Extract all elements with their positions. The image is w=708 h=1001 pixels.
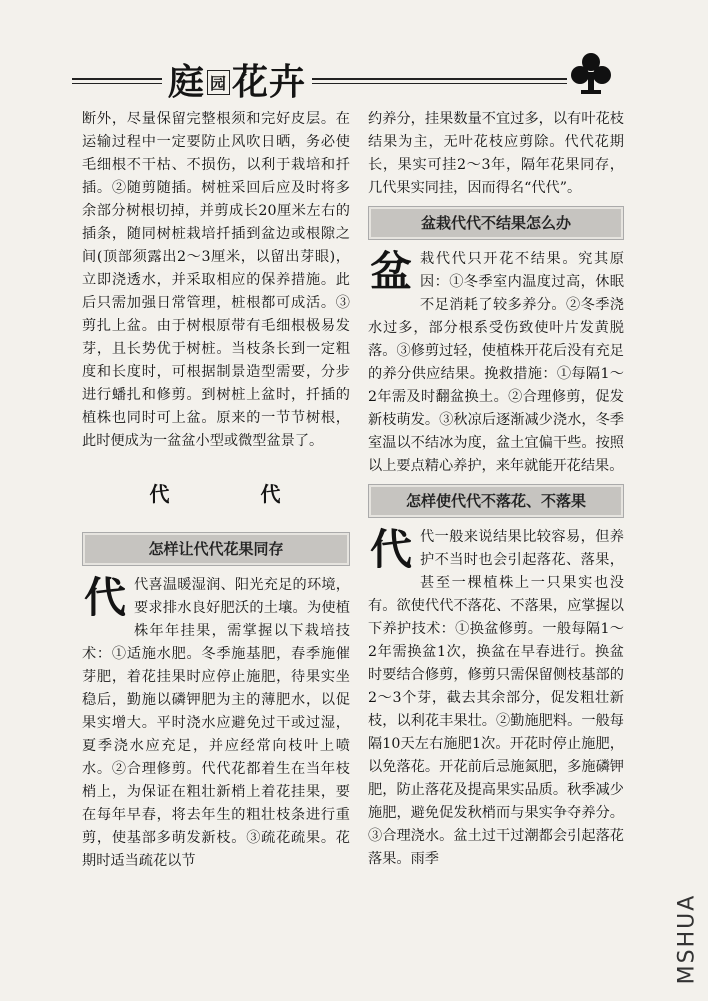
watermark [672,884,702,994]
club-icon [567,50,615,98]
section-header-title [162,54,312,105]
paragraph: 约养分，挂果数量不宜过多，以有叶花枝结果为主，无叶花枝应剪除。代代花期长，果实可挂2～3年，隔年花果同存，几代果实同挂，因而得名“代代”。 [368,111,624,196]
left-column [82,108,350,873]
page-header [72,50,632,106]
paragraph [368,526,624,871]
paragraph-text: 代喜温暖湿润、阳光充足的环境，要求排水良好肥沃的土壤。为使植株年年挂果，需掌握以下栽培技术：①适施水肥。冬季施基肥，春季施催芽肥，着花挂果时应停止施肥，待果实坐稳后，勤施以磷钾肥为主的薄肥水，以促果实增大。平时浇水应避免过干或过湿，夏季浇水应充足，并应经常向枝叶上喷水。②合理修剪。代代花都着生在当年枝梢上，为保证在粗壮新梢上着花挂果，要在每年早春，将去年生的粗壮枝条进行重剪，使基部多萌发新枝。③疏花疏果。花期时适当疏花以节 [82,577,350,869]
drop-cap: 代 [83,573,126,622]
right-column [368,108,624,871]
title-boxed-char: 园 [207,70,230,95]
paragraph [82,574,350,873]
paragraph [368,248,624,478]
title-rest: 花卉 [232,62,307,103]
drop-cap: 代 [369,525,412,574]
subheading-banner: 怎样让代代花果同存 [82,532,350,566]
watermark-text: MSHUA [674,893,700,985]
header-rule-thin [72,83,592,84]
drop-cap: 盆 [369,247,412,296]
title-char: 庭 [168,62,206,103]
paragraph: 断外，尽量保留完整根须和完好皮层。在运输过程中一定要防止风吹日晒，务必使毛细根不干枯、不损伤，以利于栽培和扦插。②随剪随插。树桩采回后应及时将多余部分树根切掉，并剪成长20厘米左右的插条，随同树桩栽培扦插到盆边或根隙之间(顶部须露出2～3厘米，以留出芽眼)，立即浇透水，并采取相应的保养措施。此后只需加强日常管理，桩根都可成活。③剪扎上盆。由于树根原带有毛细根极易发芽，且长势优于树桩。当枝条长到一定粗度和长度时，可根据制景造型需要，分步进行蟠扎和修剪。到树桩上盆时，扦插的植株也同时可上盆。原来的一节节树根，此时便成为一盆盆小型或微型盆景了。 [82,111,350,449]
header-rule [72,78,592,80]
paragraph-text: 栽代代只开花不结果。究其原因：①冬季室内温度过高，休眠不足消耗了较多养分。②冬季浇水过多，部分根系受伤致使叶片发黄脱落。③修剪过轻，使植株开花后没有充足的养分供应结果。挽救措施：①每隔1～2年需及时翻盆换土。②合理修剪，促发新枝萌发。③秋凉后逐渐减少浇水，冬季室温以不结冰为度，盆土宜偏干些。按照以上要点精心养护，来年就能开花结果。 [368,251,624,474]
subheading-banner: 盆栽代代不结果怎么办 [368,206,624,240]
article-title: 代 代 [149,482,323,506]
subheading-banner: 怎样使代代不落花、不落果 [368,484,624,518]
paragraph-text: 代一般来说结果比较容易，但养护不当时也会引起落花、落果，甚至一棵植株上一只果实也没有。欲使代代不落花、不落果，应掌握以下养护技术：①换盆修剪。一般每隔1～2年需换盆1次，换盆在早春进行。换盆时要结合修剪，修剪只需保留侧枝基部的2～3个芽，截去其余部分，促发粗壮新枝，以利花丰果壮。②勤施肥料。一般每隔10天左右施肥1次。开花时停止施肥，以免落花。开花前后忌施氮肥，多施磷钾肥，防止落花及提高果实品质。秋季减少施肥，避免促发秋梢而与果实争夺养分。③合理浇水。盆土过干过潮都会引起落花落果。雨季 [368,529,624,867]
